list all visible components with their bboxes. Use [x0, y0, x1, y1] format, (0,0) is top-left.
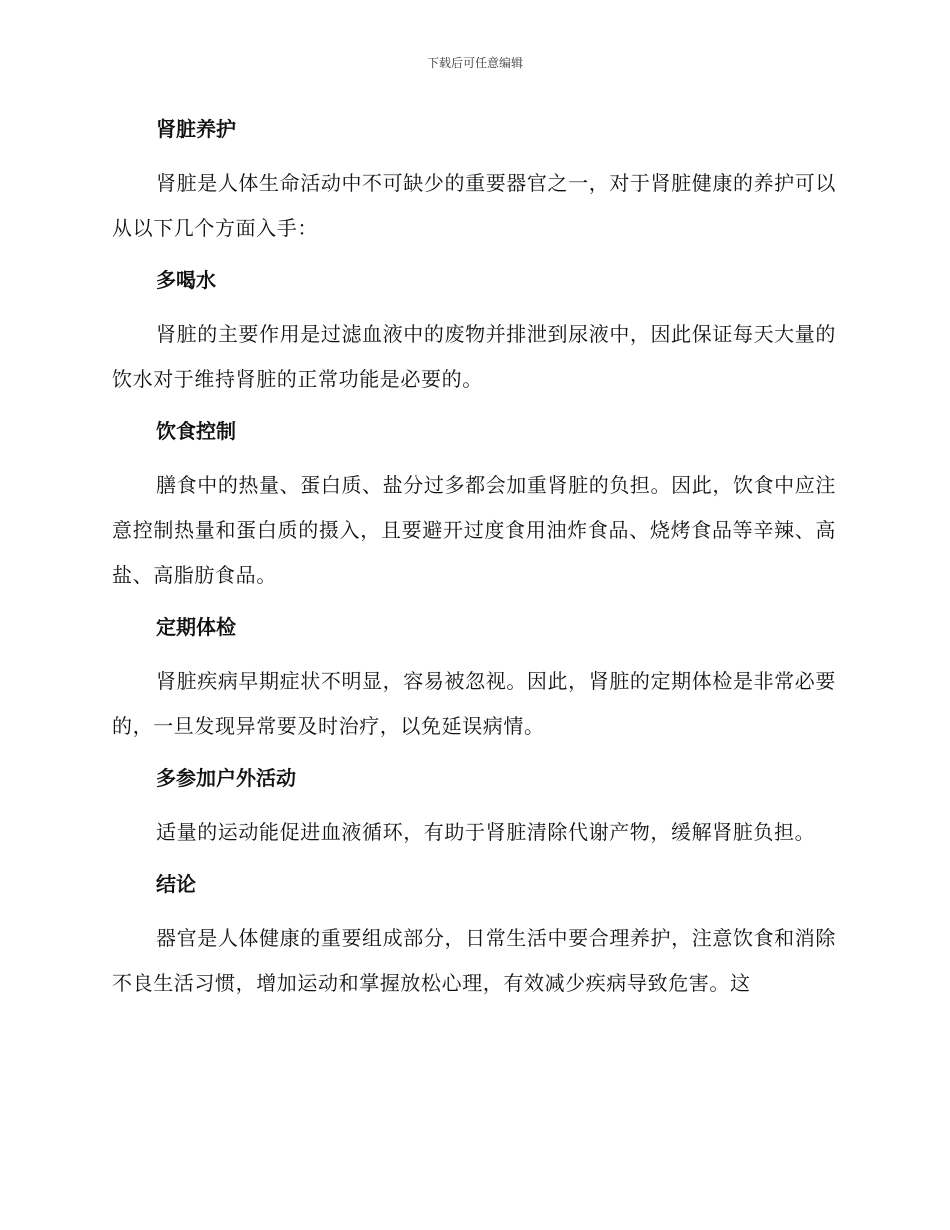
section-heading-conclusion: 结论: [156, 872, 196, 896]
section-paragraph-diet-control: 膳食中的热量、蛋白质、盐分过多都会加重肾脏的负担。因此，饮食中应注意控制热量和蛋白质的摄入，且要避开过度食用油炸食品、烧烤食品等辛辣、高盐、高脂肪食品。: [112, 473, 836, 587]
section-heading-outdoor-activity: 多参加户外活动: [156, 766, 296, 790]
section-paragraph-drink-water: 肾脏的主要作用是过滤血液中的废物并排泄到尿液中，因此保证每天大量的饮水对于维持肾脏的正常功能是必要的。: [112, 322, 836, 391]
page-header: 下载后可任意编辑: [426, 56, 523, 70]
section-paragraph-kidney-care: 肾脏是人体生命活动中不可缺少的重要器官之一，对于肾脏健康的养护可以从以下几个方面入手：: [112, 171, 836, 240]
section-paragraph-outdoor-activity: 适量的运动能促进血液循环，有助于肾脏清除代谢产物，缓解肾脏负担。: [156, 820, 816, 844]
section-paragraph-conclusion: 器官是人体健康的重要组成部分，日常生活中要合理养护，注意饮食和消除不良生活习惯，增加运动和掌握放松心理，有效减少疾病导致危害。这: [112, 926, 836, 995]
section-paragraph-regular-checkup: 肾脏疾病早期症状不明显，容易被忽视。因此，肾脏的定期体检是非常必要的，一旦发现异常要及时治疗，以免延误病情。: [112, 669, 836, 738]
document-body: [112, 110, 836, 1006]
section-heading-diet-control: 饮食控制: [156, 419, 236, 443]
section-heading-kidney-care: 肾脏养护: [156, 117, 236, 141]
section-heading-regular-checkup: 定期体检: [156, 615, 236, 639]
section-heading-drink-water: 多喝水: [156, 268, 216, 292]
